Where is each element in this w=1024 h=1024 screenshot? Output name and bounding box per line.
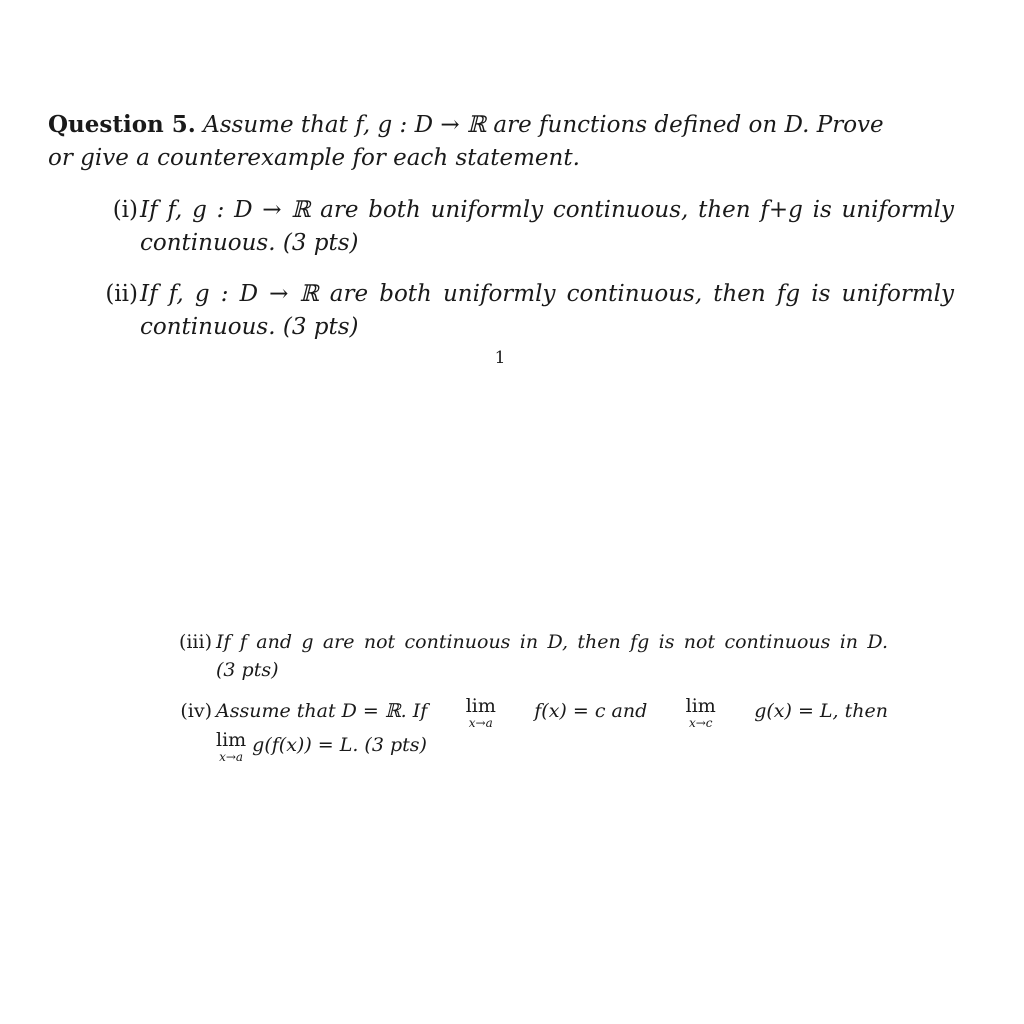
item-number: (iv) (180, 700, 212, 722)
question-intro-text: Assume that f, g : D → ℝ are functions defined on D. Prove (203, 112, 884, 138)
item-number: (ii) (105, 281, 138, 307)
item-i (88, 194, 954, 260)
assume-text: Assume that D = ℝ. If (216, 700, 428, 722)
question-label: Question 5. (48, 111, 196, 138)
item-number: (iii) (178, 631, 212, 653)
question-intro-line2: or give a counterexample for each statement. (48, 145, 580, 171)
item-text-line2: (3 pts) (216, 659, 279, 681)
item-text-line1: If f, g : D → ℝ are both uniformly continuous, then f+g is uniformly (140, 197, 954, 223)
item-text (140, 194, 954, 260)
question-intro-line1 (48, 108, 954, 142)
item-ii (88, 278, 954, 344)
item-text (140, 278, 954, 344)
expr-g-of-x: g(x) = L, then (754, 700, 888, 722)
item-text-line1: If f and g are not continuous in D, then fg is not continuous in D. (216, 631, 888, 653)
item-text-line2: continuous. (3 pts) (140, 230, 359, 256)
item-number: (i) (112, 197, 138, 223)
expr-g-of-f-of-x: g(f(x)) = L. (3 pts) (252, 734, 427, 756)
question-heading (48, 108, 954, 175)
page-number: 1 (494, 348, 506, 368)
limit-x-to-a: lim x→a (465, 695, 496, 730)
expr-f-of-x: f(x) = c and (534, 700, 648, 722)
limit-x-to-c: lim x→c (685, 695, 716, 730)
item-text-line2: continuous. (3 pts) (140, 314, 359, 340)
item-iv (166, 697, 888, 763)
item-text-line2 (216, 731, 888, 763)
item-text-line1: If f, g : D → ℝ are both uniformly continuous, then fg is uniformly (140, 281, 954, 307)
item-text (216, 628, 888, 684)
item-text (216, 697, 888, 763)
limit-x-to-a-2: lim x→a (216, 729, 247, 764)
item-iii (166, 628, 888, 684)
item-text-line1 (216, 697, 888, 731)
